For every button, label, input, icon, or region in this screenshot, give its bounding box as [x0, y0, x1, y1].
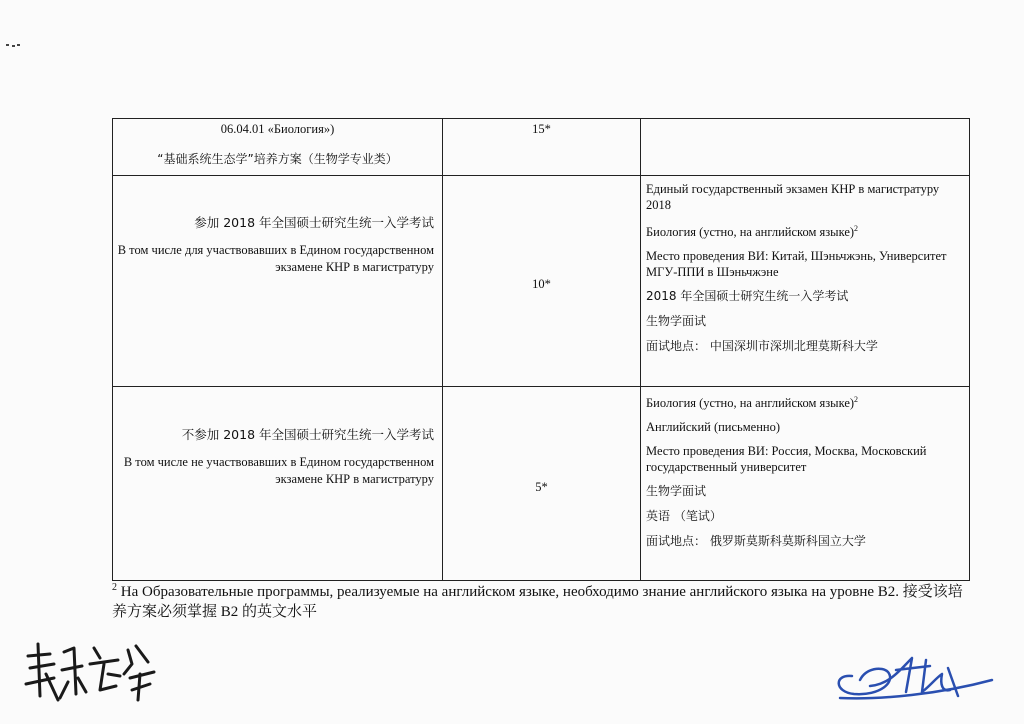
exams-cell	[641, 176, 970, 387]
exam-item: 英语 （笔试）	[646, 509, 722, 524]
footnote	[112, 578, 972, 622]
footnote-text: На Образовательные программы, реализуемые на английском языке, необходимо знание английского языка на уровне B2. 接受该培养方案必须掌握 B2 的英文水平	[112, 584, 963, 620]
signature-left-image	[20, 634, 160, 710]
places-count: 5*	[535, 479, 548, 494]
exams-cell-empty	[641, 119, 970, 176]
exam-item: 生物学面试	[646, 314, 707, 329]
category-subtext: В том числе для участвовавших в Едином государственном экзамене КНР в магистратуру	[117, 243, 434, 274]
exam-item: Место проведения ВИ: Россия, Москва, Московский государственный университет	[646, 444, 927, 475]
signature-right-image	[830, 640, 1000, 710]
category-cell	[113, 387, 443, 581]
exams-cell	[641, 387, 970, 581]
footnote-ref: 2	[854, 395, 859, 404]
places-count: 15*	[532, 122, 551, 136]
table-row	[113, 119, 970, 176]
category-subtext: В том числе не участвовавших в Едином государственном экзамене КНР в магистратуру	[123, 455, 434, 486]
exam-item: Биология (устно, на английском языке)$^2$	[646, 224, 859, 240]
exam-item: 面试地点： 中国深圳市深圳北理莫斯科大学	[646, 339, 878, 354]
category-heading: 参加 2018 年全国硕士研究生统一入学考试	[194, 215, 434, 230]
footnote-number: 2	[112, 582, 117, 593]
places-cell	[443, 119, 641, 176]
exam-item: Биология (устно, на английском языке)$^2$	[646, 395, 859, 411]
category-cell	[113, 176, 443, 387]
admission-table	[112, 118, 970, 581]
exam-item: 生物学面试	[646, 484, 707, 499]
places-cell	[443, 387, 641, 581]
table-row	[113, 176, 970, 387]
program-code: 06.04.01 «Биология»)	[220, 122, 335, 136]
exam-item: Единый государственный экзамен КНР в магистратуру 2018	[646, 182, 940, 212]
places-count: 10*	[532, 277, 551, 291]
exam-item: 2018 年全国硕士研究生统一入学考试	[646, 289, 849, 304]
scan-edge-mark	[6, 44, 20, 48]
exam-item: Английский (письменно)	[646, 420, 780, 435]
exam-item: Место проведения ВИ: Китай, Шэньчжэнь, Университет МГУ-ППИ в Шэньчжэне	[646, 249, 947, 280]
exam-item: 面试地点： 俄罗斯莫斯科莫斯科国立大学	[646, 534, 866, 549]
footnote-ref: 2	[854, 224, 859, 233]
category-heading: 不参加 2018 年全国硕士研究生统一入学考试	[181, 427, 434, 442]
program-cell	[113, 119, 443, 176]
table-row	[113, 387, 970, 581]
places-cell	[443, 176, 641, 387]
program-name-zh: “基础系统生态学”培养方案（生物学专业类）	[157, 152, 398, 166]
